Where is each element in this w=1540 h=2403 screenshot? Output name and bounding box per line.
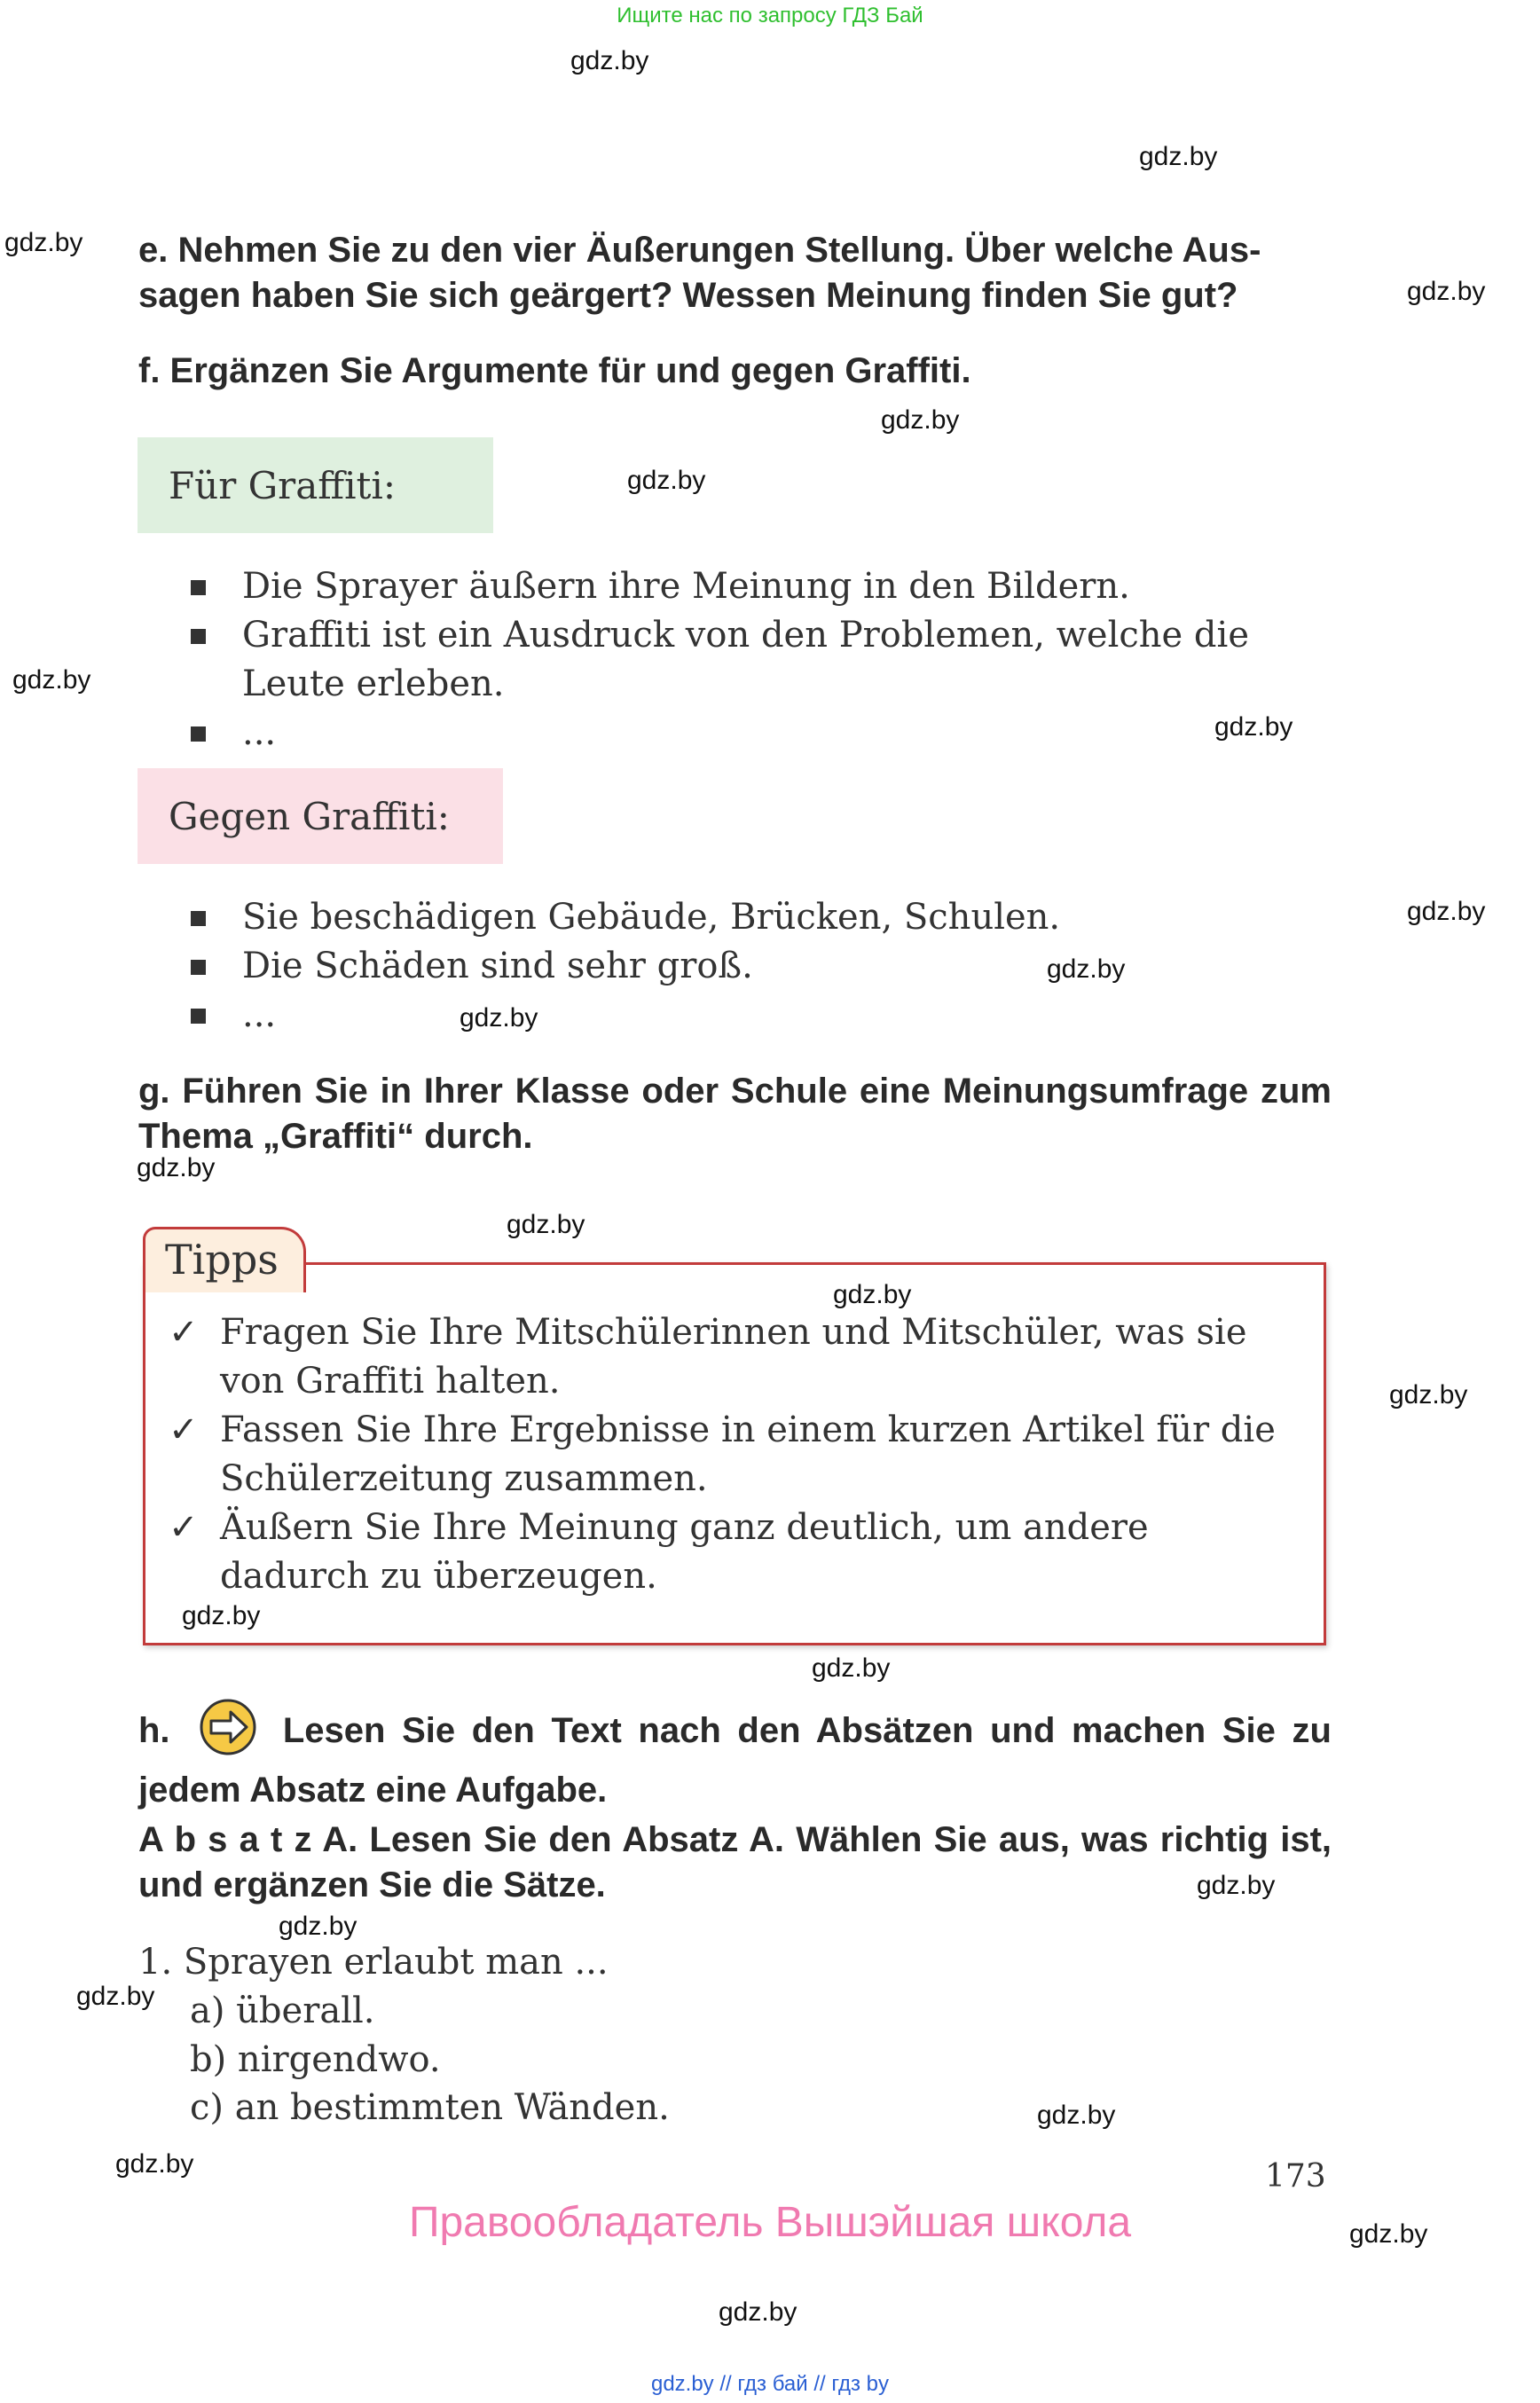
list-item xyxy=(191,942,1344,991)
watermark: gdz.by xyxy=(460,1003,538,1033)
watermark: gdz.by xyxy=(182,1601,261,1630)
list-item-text: ... xyxy=(242,712,277,753)
square-bullet-icon xyxy=(191,726,206,742)
pro-label-box xyxy=(138,437,493,533)
watermark: gdz.by xyxy=(115,2149,194,2179)
top-banner[interactable]: Ищите нас по запросу ГДЗ Бай xyxy=(617,4,923,27)
exercise-option: c) an bestimmten Wänden. xyxy=(190,2087,670,2128)
watermark: gdz.by xyxy=(627,466,706,495)
square-bullet-icon xyxy=(191,629,206,644)
pro-label: Für Graffiti: xyxy=(169,463,397,507)
list-item-text: ... xyxy=(242,994,277,1035)
contra-list xyxy=(191,893,1344,1040)
exercise-question: 1. Sprayen erlaubt man ... xyxy=(138,1942,609,1983)
watermark: gdz.by xyxy=(1047,954,1126,984)
watermark: gdz.by xyxy=(76,1982,155,2011)
page-number: 173 xyxy=(1265,2158,1326,2195)
watermark: gdz.by xyxy=(812,1653,891,1683)
watermark: gdz.by xyxy=(1407,897,1486,926)
rights-holder: Правообладатель Вышэйшая школа xyxy=(408,2199,1132,2246)
watermark: gdz.by xyxy=(12,665,91,695)
list-item-text: Die Schäden sind sehr groß. xyxy=(242,946,753,986)
list-item xyxy=(191,562,1344,611)
exercise-option: a) überall. xyxy=(190,1991,375,2031)
list-item xyxy=(169,1504,1295,1601)
watermark: gdz.by xyxy=(881,405,960,435)
watermark: gdz.by xyxy=(137,1153,216,1182)
tipps-list xyxy=(169,1308,1295,1601)
list-item-text: Fassen Sie Ihre Ergebnisse in einem kurzen Artikel für die Schülerzeitung zusammen. xyxy=(220,1410,1276,1499)
watermark: gdz.by xyxy=(570,46,649,75)
task-g: g. Führen Sie in Ihrer Klasse oder Schule eine Meinungsumfrage zum Thema „Graffiti“ durch. xyxy=(138,1072,1332,1156)
watermark: gdz.by xyxy=(719,2297,798,2327)
task-e-line: sagen haben Sie sich geärgert? Wessen Meinung finden Sie gut? xyxy=(138,276,1238,315)
checkmark-icon: ✓ xyxy=(169,1507,199,1548)
list-item xyxy=(191,893,1344,942)
checkmark-icon: ✓ xyxy=(169,1312,199,1353)
watermark: gdz.by xyxy=(1407,277,1486,306)
list-item xyxy=(191,709,1344,758)
list-item-text: Sie beschädigen Gebäude, Brücken, Schulen. xyxy=(242,897,1061,938)
watermark: gdz.by xyxy=(4,228,83,257)
watermark: gdz.by xyxy=(1139,142,1218,171)
square-bullet-icon xyxy=(191,960,206,975)
footer-links[interactable]: gdz.by // гдз бай // гдз by xyxy=(650,2372,890,2396)
watermark: gdz.by xyxy=(1389,1380,1468,1410)
exercise-option: b) nirgendwo. xyxy=(190,2039,441,2080)
square-bullet-icon xyxy=(191,580,206,595)
list-item xyxy=(191,991,1344,1040)
tipps-tab: Tipps xyxy=(143,1227,306,1292)
list-item xyxy=(169,1308,1295,1406)
task-f: f. Ergänzen Sie Argumente für und gegen Graffiti. xyxy=(138,351,971,390)
task-h xyxy=(138,1698,1332,1813)
contra-label-box xyxy=(138,768,503,864)
checkmark-icon: ✓ xyxy=(169,1410,199,1450)
reading-arrow-icon xyxy=(199,1698,257,1768)
list-item xyxy=(169,1406,1295,1504)
list-item-text: Fragen Sie Ihre Mitschülerinnen und Mitschüler, was sie von Graffiti halten. xyxy=(220,1312,1247,1402)
watermark: gdz.by xyxy=(1197,1871,1276,1900)
watermark: gdz.by xyxy=(833,1280,912,1309)
absatz-a-task xyxy=(138,1818,1332,1908)
list-item-text: Äußern Sie Ihre Meinung ganz deutlich, um andere dadurch zu überzeugen. xyxy=(220,1507,1149,1597)
watermark: gdz.by xyxy=(279,1912,358,1941)
list-item-text: Graffiti ist ein Ausdruck von den Problemen, welche die Leute erleben. xyxy=(242,615,1249,704)
task-h-text: Lesen Sie den Text nach den Absätzen und machen Sie zu jedem Absatz eine Aufgabe. xyxy=(138,1711,1332,1810)
pro-list xyxy=(191,562,1344,758)
square-bullet-icon xyxy=(191,1009,206,1024)
watermark: gdz.by xyxy=(1037,2101,1116,2130)
watermark: gdz.by xyxy=(1349,2219,1428,2249)
watermark: gdz.by xyxy=(507,1210,585,1239)
task-h-prefix: h. xyxy=(138,1711,170,1751)
absatz-a-text: Lesen Sie den Absatz A. Wählen Sie aus, was richtig ist, und ergänzen Sie die Sätze. xyxy=(138,1820,1332,1904)
list-item xyxy=(191,611,1344,709)
list-item-text: Die Sprayer äußern ihre Meinung in den Bildern. xyxy=(242,566,1130,607)
task-e-line: e. Nehmen Sie zu den vier Äußerungen Stellung. Über welche Aus- xyxy=(138,231,1261,270)
watermark: gdz.by xyxy=(1214,712,1293,742)
task-e xyxy=(138,228,1332,318)
contra-label: Gegen Graffiti: xyxy=(169,794,450,838)
square-bullet-icon xyxy=(191,911,206,926)
absatz-a-label: A b s a t z A. xyxy=(138,1820,358,1859)
